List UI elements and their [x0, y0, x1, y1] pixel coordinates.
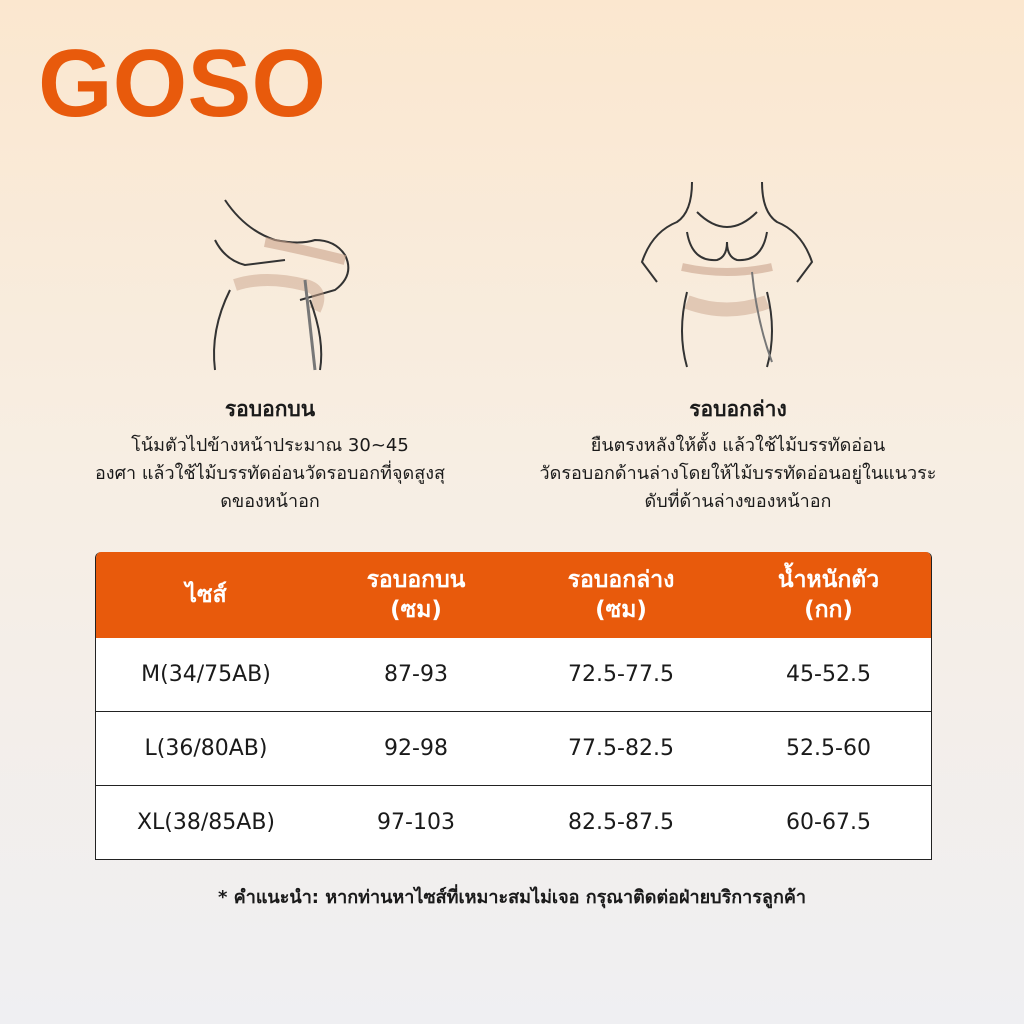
- table-row: [96, 711, 931, 785]
- header-weight: [726, 565, 931, 625]
- upper-bust-desc-line: โน้มตัวไปข้างหน้าประมาณ 30~45: [131, 435, 409, 456]
- header-label: ไซส์: [185, 582, 227, 608]
- logo-text: GOSO: [38, 38, 327, 128]
- header-label: รอบอกบน: [366, 567, 466, 593]
- header-unit: (ซม): [390, 597, 442, 623]
- cell-upper-bust: 87-93: [384, 662, 448, 687]
- upper-bust-desc-line: องศา แล้วใช้ไม้บรรทัดอ่อนวัดรอบอกที่จุดสูงสุ: [94, 463, 446, 484]
- header-label: รอบอกล่าง: [567, 567, 675, 593]
- upper-bust-caption: [35, 393, 505, 516]
- cell-under-bust: 77.5-82.5: [568, 736, 674, 761]
- upper-bust-desc-line: ดของหน้าอก: [220, 491, 320, 512]
- cell-weight: 52.5-60: [786, 736, 871, 761]
- header-label: น้ำหนักตัว: [777, 567, 880, 593]
- under-bust-title: รอบอกล่าง: [689, 397, 787, 421]
- cell-upper-bust: 92-98: [384, 736, 448, 761]
- cell-under-bust: 82.5-87.5: [568, 810, 674, 835]
- size-table: [95, 552, 932, 860]
- cell-size: L(36/80AB): [144, 736, 268, 761]
- cell-weight: 45-52.5: [786, 662, 871, 687]
- under-bust-desc-line: วัดรอบอกด้านล่างโดยให้ไม้บรรทัดอ่อนอยู่ในแนวระ: [539, 463, 937, 484]
- under-bust-desc-line: ดับที่ด้านล่างของหน้าอก: [644, 491, 832, 512]
- cell-under-bust: 72.5-77.5: [568, 662, 674, 687]
- goso-logo: [38, 38, 338, 128]
- header-unit: (ซม): [595, 597, 647, 623]
- size-advice-note: * คำแนะนำ: หากท่านหาไซส์ที่เหมาะสมไม่เจอ กรุณาติดต่อฝ่ายบริการลูกค้า: [217, 887, 807, 908]
- header-under-bust: [516, 565, 726, 625]
- cell-size: XL(38/85AB): [136, 810, 276, 835]
- cell-size: M(34/75AB): [141, 662, 271, 687]
- header-unit: (กก): [804, 597, 853, 623]
- under-bust-caption: [503, 393, 973, 516]
- side-bent-measuring-bust-icon: [205, 180, 395, 380]
- table-row: [96, 638, 931, 711]
- upper-bust-title: รอบอกบน: [224, 397, 316, 421]
- table-header-row: [96, 552, 931, 638]
- table-row: [96, 785, 931, 859]
- header-size: [96, 580, 316, 610]
- header-upper-bust: [316, 565, 516, 625]
- front-measuring-underbust-icon: [632, 172, 822, 372]
- under-bust-desc-line: ยืนตรงหลังให้ตั้ง แล้วใช้ไม้บรรทัดอ่อน: [590, 435, 886, 456]
- cell-upper-bust: 97-103: [377, 810, 455, 835]
- cell-weight: 60-67.5: [786, 810, 871, 835]
